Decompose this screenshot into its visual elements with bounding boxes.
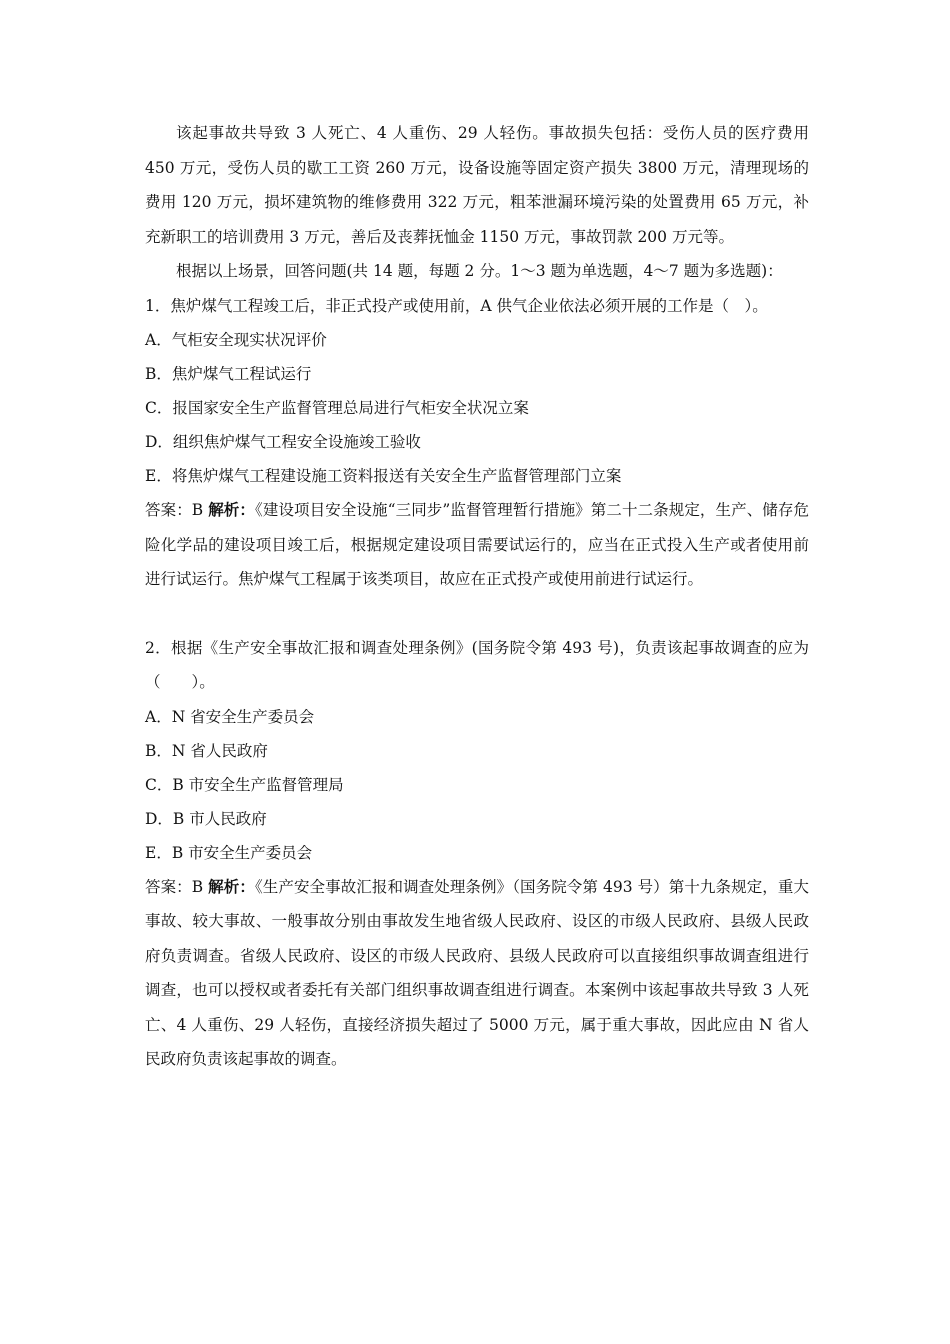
answer-block	[145, 870, 809, 1077]
instructions-paragraph: 根据以上场景，回答问题(共 14 题，每题 2 分。1～3 题为单选题，4～7 题为多选题)：	[176, 262, 783, 280]
analysis-text: 《生产安全事故汇报和调查处理条例》（国务院令第 493 号）第十九条规定，重大事故、较大事故、一般事故分别由事故发生地省级人民政府、设区的市级人民政府、县级人民政府负责调查。省级人民政府、设区的市级人民政府、县级人民政府可以直接组织事故调查组进行调查，也可以授权或者委托有关部门组织事故调查组进行调查。本案例中该起事故共导致 3 人死亡、4 人重伤、29 人轻伤，直接经济损失超过了 5000 万元，属于重大事故，因此应由 N 省人民政府负责该起事故的调查。	[145, 877, 809, 1068]
blank-line	[145, 597, 809, 631]
document-page	[145, 116, 809, 1077]
question-1	[145, 289, 809, 597]
option-c: C．B 市安全生产监督管理局	[145, 775, 344, 794]
question-stem: 1．焦炉煤气工程竣工后，非正式投产或使用前，A 供气企业依法必须开展的工作是（ ）。	[145, 296, 768, 315]
analysis-text: 《建设项目安全设施“三同步”监督管理暂行措施》第二十二条规定，生产、储存危险化学品的建设项目竣工后，根据规定建设项目需要试运行的，应当在正式投入生产或者使用前进行试运行。焦炉煤气工程属于该类项目，故应在正式投产或使用前进行试运行。	[145, 501, 809, 588]
option-e: E．将焦炉煤气工程建设施工资料报送有关安全生产监督管理部门立案	[145, 467, 622, 485]
scenario-paragraph: 该起事故共导致 3 人死亡、4 人重伤、29 人轻伤。事故损失包括：受伤人员的医疗费用 450 万元，受伤人员的歇工工资 260 万元，设备设施等固定资产损失 3800 万元，清理现场的费用 120 万元，损坏建筑物的维修费用 322 万元，粗苯泄漏环境污染的处置费用 65 万元，补充新职工的培训费用 3 万元，善后及丧葬抚恤金 1150 万元，事故罚款 200 万元等。	[145, 124, 809, 246]
answer-label: 答案：B	[145, 877, 209, 896]
option-b: B．N 省人民政府	[145, 741, 268, 760]
answer-block	[145, 493, 809, 597]
option-a: A．气柜安全现实状况评价	[145, 331, 327, 349]
option-b: B．焦炉煤气工程试运行	[145, 365, 312, 383]
analysis-label: 解析：	[208, 876, 255, 896]
option-d: D．B 市人民政府	[145, 809, 267, 828]
option-d: D．组织焦炉煤气工程安全设施竣工验收	[145, 433, 421, 451]
question-2	[145, 631, 809, 1077]
analysis-label: 解析：	[208, 500, 255, 519]
answer-label: 答案：B	[145, 501, 209, 519]
question-stem: 2．根据《生产安全事故汇报和调查处理条例》(国务院令第 493 号)，负责该起事故调查的应为（ ）。	[145, 638, 809, 691]
option-a: A．N 省安全生产委员会	[145, 707, 315, 726]
option-c: C．报国家安全生产监督管理总局进行气柜安全状况立案	[145, 399, 529, 417]
option-e: E．B 市安全生产委员会	[145, 843, 313, 862]
